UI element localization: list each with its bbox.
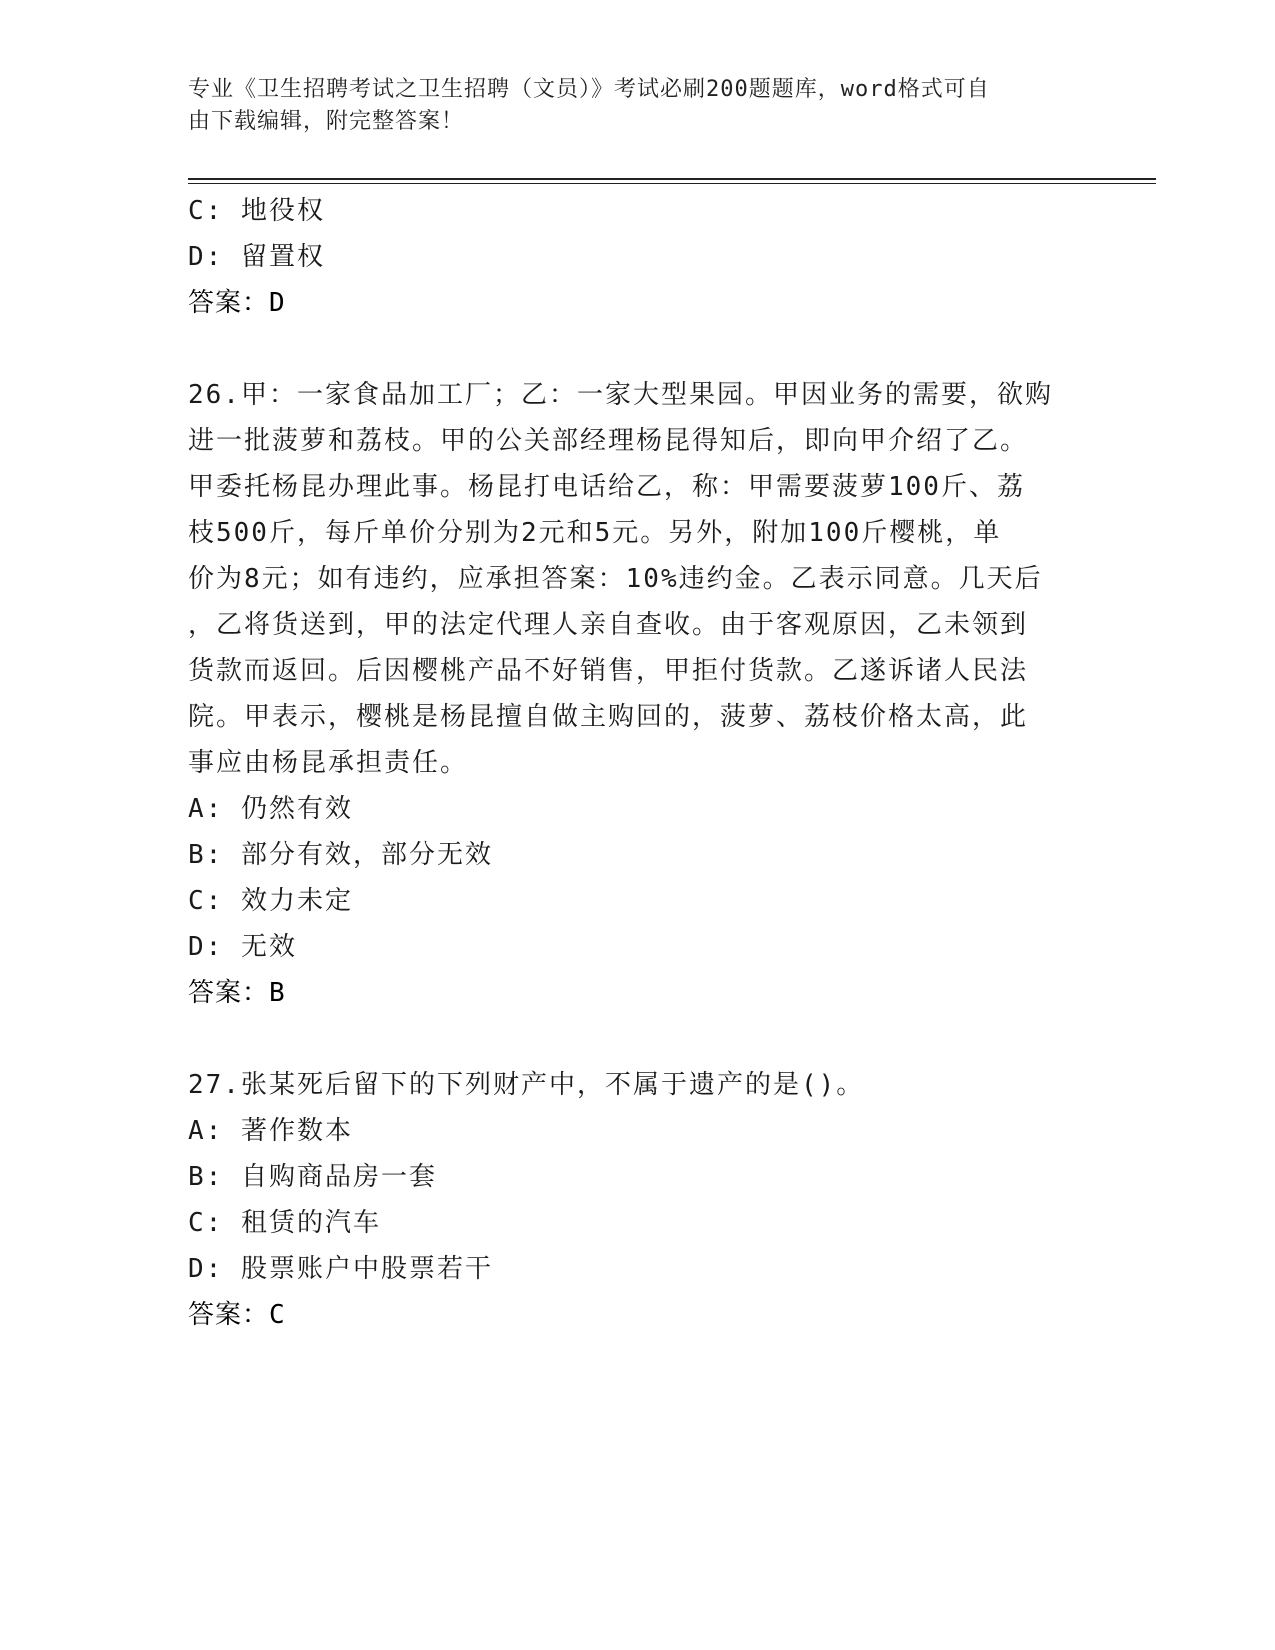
question-26 bbox=[188, 372, 1088, 1016]
option-d: D: 股票账户中股票若干 bbox=[188, 1254, 493, 1284]
option-c: C: 地役权 bbox=[188, 196, 325, 226]
option-a: A: 著作数本 bbox=[188, 1116, 353, 1146]
stem-line: 甲委托杨昆办理此事。杨昆打电话给乙，称：甲需要菠萝100斤、荔 bbox=[188, 472, 1025, 502]
stem-line: 货款而返回。后因樱桃产品不好销售，甲拒付货款。乙遂诉诸人民法 bbox=[188, 656, 1029, 686]
stem-line: 院。甲表示，樱桃是杨昆擅自做主购回的，菠萝、荔枝价格太高，此 bbox=[188, 702, 1029, 732]
option-c: C: 租赁的汽车 bbox=[188, 1208, 381, 1238]
stem-line: 26.甲：一家食品加工厂；乙：一家大型果园。甲因业务的需要，欲购 bbox=[188, 380, 1053, 410]
stem-line: 价为8元；如有违约，应承担答案：10%违约金。乙表示同意。几天后 bbox=[188, 564, 1043, 594]
answer-line: 答案：D bbox=[188, 288, 286, 318]
header-line-1: 专业《卫生招聘考试之卫生招聘（文员）》考试必刷200题题库，word格式可自 bbox=[188, 77, 990, 102]
question-stem: 27.张某死后留下的下列财产中，不属于遗产的是()。 bbox=[188, 1070, 865, 1100]
option-c: C: 效力未定 bbox=[188, 886, 353, 916]
document-body bbox=[188, 188, 1088, 1338]
header-divider-thin bbox=[188, 183, 1156, 184]
option-b: B: 部分有效，部分无效 bbox=[188, 840, 493, 870]
question-stem bbox=[188, 372, 1068, 786]
page-header bbox=[188, 74, 1068, 138]
header-line-2: 由下载编辑，附完整答案！ bbox=[188, 109, 465, 134]
stem-line: 事应由杨昆承担责任。 bbox=[188, 748, 469, 778]
stem-line: 进一批菠萝和荔枝。甲的公关部经理杨昆得知后，即向甲介绍了乙。 bbox=[188, 426, 1029, 456]
option-d: D: 无效 bbox=[188, 932, 297, 962]
option-a: A: 仍然有效 bbox=[188, 794, 353, 824]
answer-line: 答案：C bbox=[188, 1300, 286, 1330]
question-27 bbox=[188, 1062, 1088, 1338]
spacer bbox=[188, 326, 1088, 372]
stem-line: ，乙将货送到，甲的法定代理人亲自查收。由于客观原因，乙未领到 bbox=[188, 610, 1029, 640]
stem-line: 枝500斤，每斤单价分别为2元和5元。另外，附加100斤樱桃，单 bbox=[188, 518, 1002, 548]
spacer bbox=[188, 1016, 1088, 1062]
header-divider-thick bbox=[188, 178, 1156, 180]
answer-line: 答案：B bbox=[188, 978, 286, 1008]
option-b: B: 自购商品房一套 bbox=[188, 1162, 437, 1192]
question-25-tail bbox=[188, 188, 1088, 326]
option-d: D: 留置权 bbox=[188, 242, 325, 272]
